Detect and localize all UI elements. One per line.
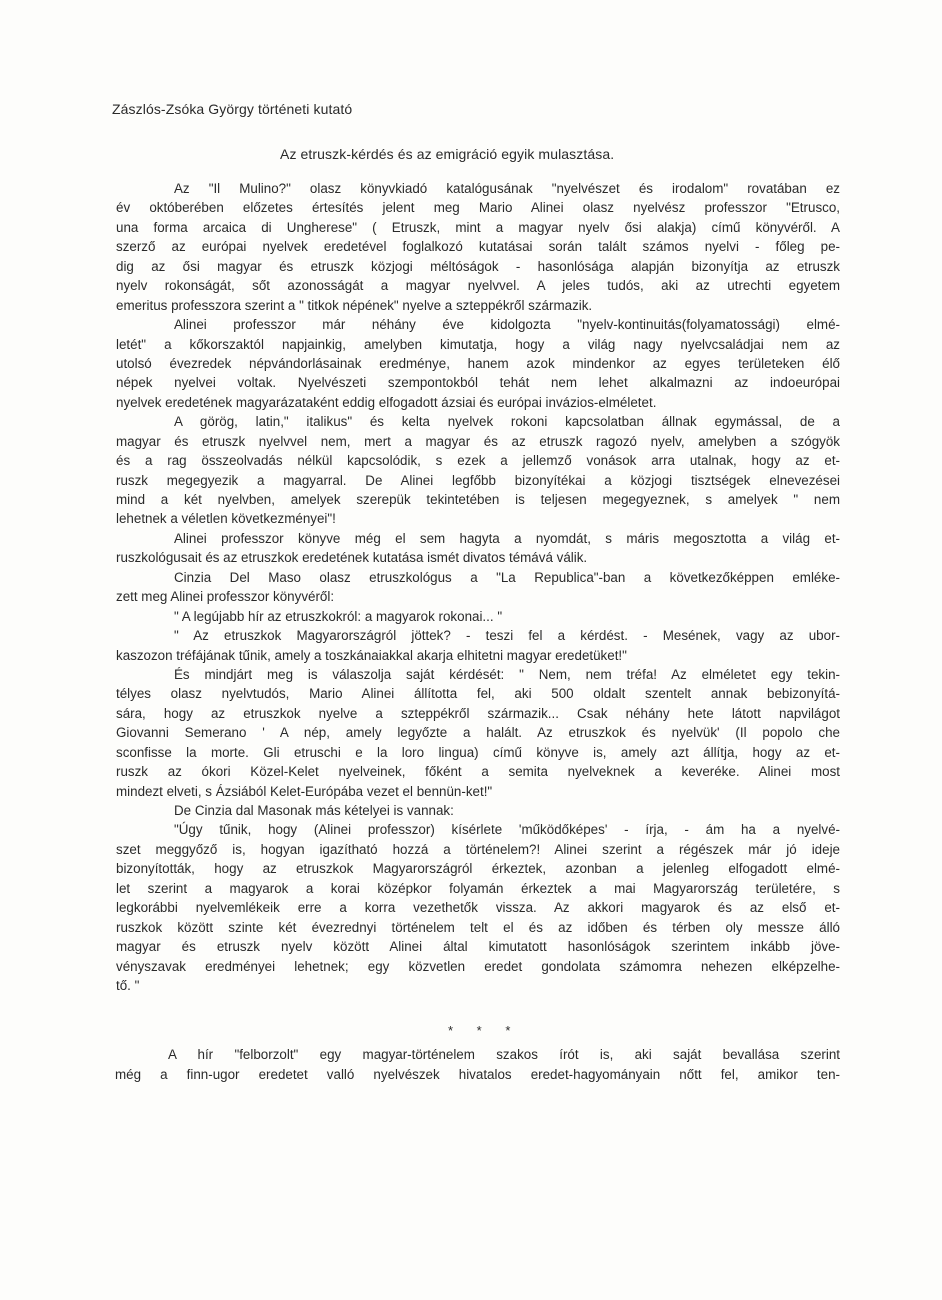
text-line: letét" a kőkorszaktól napjainkig, amelyben kimutatja, hogy a világ nagy nyelvcsaládjai nem az (116, 336, 840, 352)
text-line: tő. " (116, 977, 140, 993)
text-line: ruszkok között szinte két évezrednyi történelem telt el és az időben és térben oly messze álló (116, 919, 840, 935)
text-line: utolsó évezredek népvándorlásainak eredménye, hanem azok mindenkor az egyes területeken élő (116, 355, 840, 371)
text-line: év októberében előzetes értesítés jelent meg Mario Alinei olasz nyelvész professzor "Etrusco, (116, 200, 840, 216)
text-line: vényszavak eredményei lehetnek; egy közvetlen eredet gondolata számomra nehezen elképzelhe- (116, 958, 840, 974)
text-line: mindezt elveti, s Ázsiából Kelet-Európába vezet el bennün-ket!" (116, 783, 493, 799)
text-line: "Úgy tűnik, hogy (Alinei professzor) kísérlete 'működőképes' - írja, - ám ha a nyelvé- (174, 822, 840, 838)
text-line: zett meg Alinei professzor könyvéről: (116, 589, 335, 605)
text-line: magyar és etruszk nyelvvel nem, mert a magyar és az etruszk ragozó nyelv, amelyben a szógyök (116, 433, 840, 449)
section-separator: * * * (448, 1023, 521, 1038)
text-line: télyes olasz nyelvtudós, Mario Alinei állította fel, aki 500 oldalt szentelt annak bebizonyítá- (116, 686, 840, 702)
text-line: A görög, latin," italikus" és kelta nyelvek rokoni kapcsolatban állnak egymással, de a (174, 414, 840, 430)
text-line: " Az etruszkok Magyarországról jöttek? - teszi fel a kérdést. - Mesének, vagy az ubor- (174, 628, 840, 644)
text-line: legkorábbi nyelvemlékeik erre a korra vezethetők vissza. Az akkori magyarok és az első et- (116, 900, 840, 916)
text-line: dig az ősi magyar és etruszk közjogi méltóságok - hasonlósága alapján bizonyítja az etruszk (116, 258, 840, 274)
text-line: " A legújabb hír az etruszkokról: a magyarok rokonai... " (174, 608, 503, 624)
text-line: magyar és etruszk nyelv között Alinei által kimutatott hasonlóságok szerintem inkább jöve- (116, 939, 840, 955)
text-line: emeritus professzora szerint a " titkok népének" nyelve a szteppékről származik. (116, 297, 593, 313)
text-line: kaszozon tréfájának tűnik, amely a toszkánaiakkal akarja elhitetni magyar eredetüket!" (116, 647, 627, 663)
text-line: Giovanni Semerano ' A nép, amely legyőzte a halált. Az etruszkok és nyelvük' (Il popolo che (116, 725, 840, 741)
text-line: és a rag összeolvadás nélkül kapcsolódik, s ezek a jellemző vonások arra utalnak, hogy az et- (116, 453, 840, 469)
text-line: ruszk megegyezik a magyarral. De Alinei legfőbb bizonyítékai a közjogi tisztségek elnevezései (116, 472, 840, 488)
text-line: De Cinzia dal Masonak más kételyei is vannak: (174, 803, 454, 818)
text-line: És mindjárt meg is válaszolja saját kérdését: " Nem, nem tréfa! Az elméletet egy tekin- (174, 666, 840, 682)
text-line: una forma arcaica di Ungherese" ( Etruszk, mint a magyar nyelv ősi alakja) című könyvéről. A (116, 219, 840, 235)
text-line: sconfisse la morte. Gli etruschi e la loro lingua) című könyve is, amely azt állítja, hogy az et- (116, 744, 840, 760)
tail-line: még a finn-ugor eredetet valló nyelvészek hivatalos eredet-hagyományain nőtt fel, amikor ten- (115, 1067, 840, 1082)
text-line: Cinzia Del Maso olasz etruszkológus a "La Republica"-ban a következőképpen emléke- (174, 569, 840, 585)
text-line: Az "Il Mulino?" olasz könyvkiadó katalógusának "nyelvészet és irodalom" rovatában ez (174, 181, 840, 196)
text-line: sára, hogy az etruszkok nyelve a szteppékről származik... Csak néhány hete látott napvilágot (116, 705, 840, 721)
text-line: ruszkológusait és az etruszkok eredetének kutatása ismét divatos témává válik. (116, 550, 588, 566)
text-line: Alinei professzor könyve még el sem hagyta a nyomdát, s máris megosztotta a világ et- (174, 530, 840, 546)
text-line: Alinei professzor már néhány éve kidolgozta "nyelv-kontinuitás(folyamatossági) elmé- (174, 317, 840, 333)
article-title: Az etruszk-kérdés és az emigráció egyik mulasztása. (280, 146, 615, 162)
text-line: nyelvek eredetének magyarázataként eddig elfogadott ázsiai és európai invázios-elméletet. (116, 394, 657, 410)
article-tail (115, 1045, 840, 1085)
text-line: szerző az európai nyelvek eredetével foglalkozó kutatásai során talált számos nyelvi - főleg pe- (116, 239, 840, 255)
text-line: mind a két nyelvben, amelyek szerepük tekintetében is teljesen megegyeznek, s amelyek " nem (116, 492, 840, 507)
text-line: lehetnek a véletlen következményei"! (116, 511, 336, 527)
article-body (116, 179, 840, 995)
author-line: Zászlós-Zsóka György történeti kutató (112, 101, 353, 117)
text-line: let szerint a magyarok a korai középkor folyamán érkeztek a mai Magyarország területére, s (116, 880, 840, 896)
text-line: szet meggyőző is, hogyan igazítható hozzá a történelem?! Alinei szerint a régészek már jó ideje (116, 841, 840, 857)
tail-line: A hír "felborzolt" egy magyar-történelem szakos írót is, aki saját bevallása szerint (168, 1047, 840, 1062)
text-line: népek nyelvei voltak. Nyelvészeti szempontokból tehát nem lehet alkalmazni az indoeurópai (116, 375, 840, 391)
text-line: bizonyították, hogy az etruszkok Magyarországról érkeztek, azonban a jelenleg elfogadott elmé- (116, 861, 840, 877)
text-line: nyelv rokonságát, sőt azonosságát a magyar nyelvvel. A jeles tudós, aki az utrechti egyetem (116, 278, 840, 294)
text-line: ruszk az ókori Közel-Kelet nyelveinek, főként a semita nyelveknek a keveréke. Alinei most (116, 764, 840, 780)
